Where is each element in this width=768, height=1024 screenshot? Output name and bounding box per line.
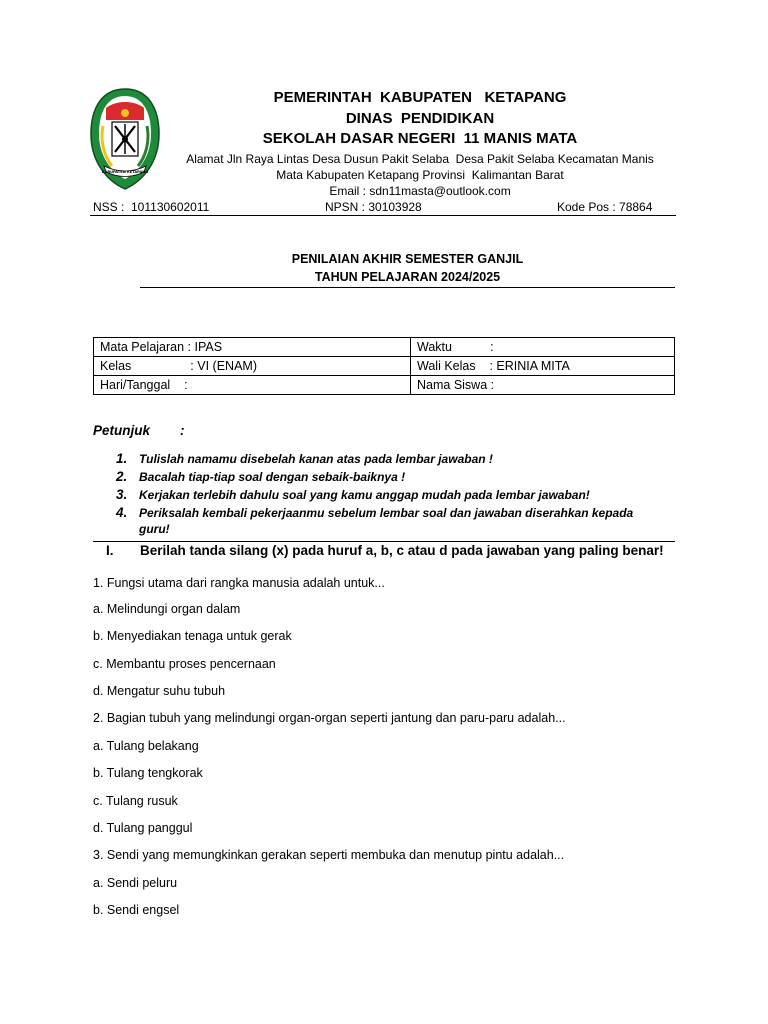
question-2-option-a: a. Tulang belakang (93, 739, 199, 753)
instructions-list (113, 451, 663, 539)
table-cell-date: Hari/Tanggal : (94, 376, 411, 395)
list-text: Kerjakan terlebih dahulu soal yang kamu anggap mudah pada lembar jawaban! (139, 488, 590, 502)
section-instruction: Berilah tanda silang (x) pada huruf a, b, c atau d pada jawaban yang paling benar! (140, 543, 664, 558)
header-postal-code: Kode Pos : 78864 (557, 200, 653, 214)
header-npsn: NPSN : 30103928 (325, 200, 422, 214)
list-text: Tulislah namamu disebelah kanan atas pada lembar jawaban ! (139, 452, 493, 466)
table-row (94, 338, 675, 357)
list-number: 3. (116, 487, 128, 502)
header-email: Email : sdn11masta@outlook.com (329, 184, 511, 198)
svg-text:KABUPATEN KETAPANG: KABUPATEN KETAPANG (101, 170, 149, 174)
question-1-option-c: c. Membantu proses pencernaan (93, 657, 276, 671)
title-divider (140, 287, 675, 288)
header-address-line1: Alamat Jln Raya Lintas Desa Dusun Pakit Selaba Desa Pakit Selaba Kecamatan Manis (186, 152, 654, 166)
header-government: PEMERINTAH KABUPATEN KETAPANG (273, 89, 567, 106)
section-divider (93, 541, 675, 542)
header-department: DINAS PENDIDIKAN (345, 110, 495, 127)
student-info-table (93, 337, 675, 395)
question-2-option-d: d. Tulang panggul (93, 821, 193, 835)
table-row (94, 376, 675, 395)
list-item (113, 469, 663, 485)
header-school-name: SEKOLAH DASAR NEGERI 11 MANIS MATA (262, 130, 578, 147)
table-cell-student-name: Nama Siswa : (411, 376, 675, 395)
list-text: Periksalah kembali pekerjaanmu sebelum lembar soal dan jawaban diserahkan kepada guru! (139, 506, 634, 536)
question-1-option-b: b. Menyediakan tenaga untuk gerak (93, 629, 292, 643)
header-divider (90, 215, 676, 216)
exam-title: PENILAIAN AKHIR SEMESTER GANJIL (291, 252, 524, 266)
question-2-option-b: b. Tulang tengkorak (93, 766, 203, 780)
list-text: Bacalah tiap-tiap soal dengan sebaik-baiknya ! (139, 470, 406, 484)
header-nss: NSS : 101130602011 (93, 200, 210, 214)
instructions-label: Petunjuk : (93, 423, 185, 438)
question-3-option-b: b. Sendi engsel (93, 903, 180, 917)
question-1-option-a: a. Melindungi organ dalam (93, 602, 241, 616)
list-number: 4. (116, 505, 128, 520)
exam-year: TAHUN PELAJARAN 2024/2025 (314, 270, 501, 284)
question-2-option-c: c. Tulang rusuk (93, 794, 178, 808)
table-cell-class: Kelas : VI (ENAM) (94, 357, 411, 376)
list-item (113, 451, 663, 467)
list-number: 2. (116, 469, 128, 484)
table-cell-time: Waktu : (411, 338, 675, 357)
question-1-option-d: d. Mengatur suhu tubuh (93, 684, 226, 698)
section-number: I. (106, 543, 114, 558)
list-item (113, 505, 663, 537)
list-item (113, 487, 663, 503)
table-cell-subject: Mata Pelajaran : IPAS (94, 338, 411, 357)
table-row (94, 357, 675, 376)
question-2: 2. Bagian tubuh yang melindungi organ-organ seperti jantung dan paru-paru adalah... (93, 711, 566, 725)
question-3: 3. Sendi yang memungkinkan gerakan seperti membuka dan menutup pintu adalah... (93, 848, 565, 862)
header-address-line2: Mata Kabupaten Ketapang Provinsi Kalimantan Barat (276, 168, 564, 182)
list-number: 1. (116, 451, 128, 466)
question-1: 1. Fungsi utama dari rangka manusia adalah untuk... (93, 576, 385, 590)
table-cell-homeroom-teacher: Wali Kelas : ERINIA MITA (411, 357, 675, 376)
question-3-option-a: a. Sendi peluru (93, 876, 178, 890)
